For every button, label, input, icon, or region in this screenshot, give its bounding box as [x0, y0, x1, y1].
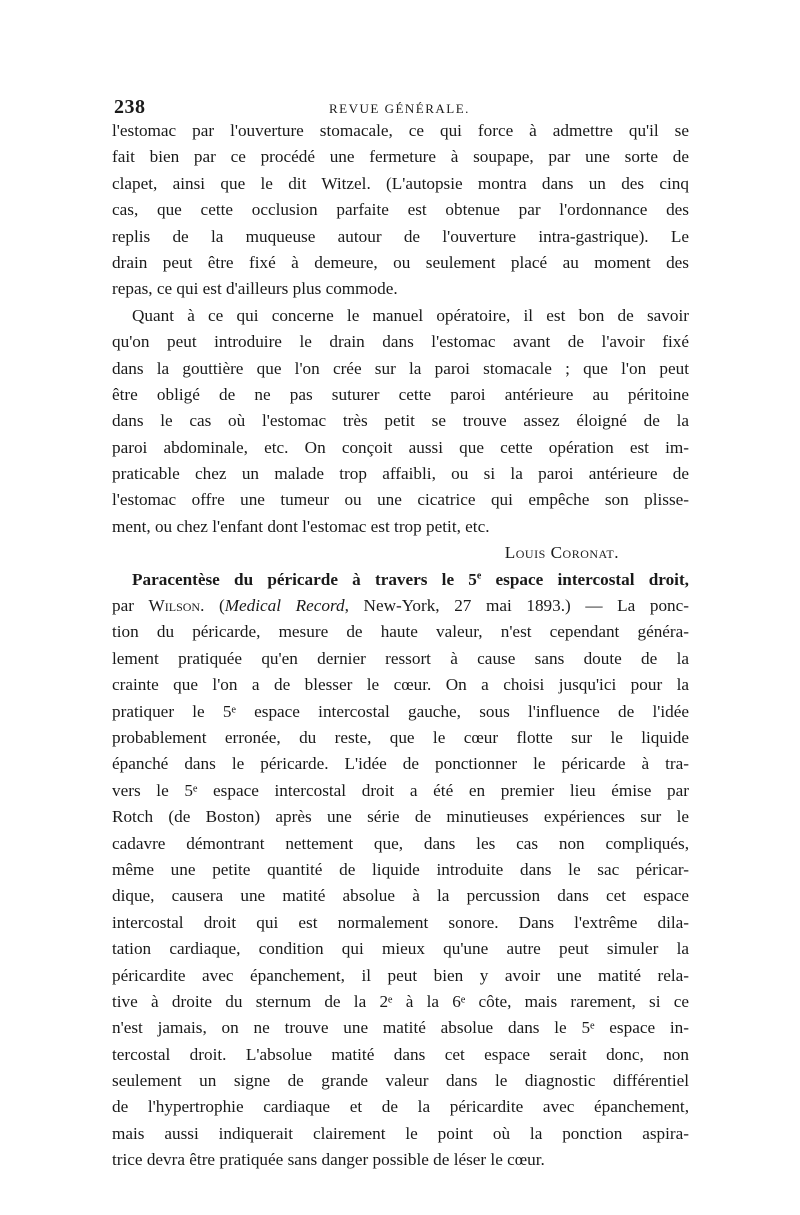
text-line: replis de la muqueuse autour de l'ouverture intra-gastrique). Le — [112, 226, 689, 246]
text-line: probablement erronée, du reste, que le cœur flotte sur le liquide — [112, 727, 689, 747]
text-line: seulement un signe de grande valeur dans le diagnostic différentiel — [112, 1071, 689, 1091]
text-line: dans la gouttière que l'on crée sur la paroi stomacale ; que l'on peut — [112, 358, 689, 378]
body-text — [112, 118, 689, 1174]
text-line: péricardite avec épanchement, il peut bien y avoir une matité rela- — [112, 965, 689, 985]
text-line: praticable chez un malade trop affaibli, ou si la paroi antérieure de — [112, 464, 689, 484]
text-line: cadavre démontrant nettement que, dans les cas non compliqués, — [112, 833, 689, 853]
text-line: fait bien par ce procédé une fermeture à soupape, par une sorte de — [112, 147, 689, 167]
text-line: dans le cas où l'estomac très petit se trouve assez éloigné de la — [112, 411, 689, 431]
text-line: paroi abdominale, etc. On conçoit aussi que cette opération est im- — [112, 437, 689, 457]
text-line: mais aussi indiquerait clairement le point où la ponction aspira- — [112, 1123, 689, 1143]
page-number: 238 — [114, 96, 146, 118]
paragraph-continued — [112, 118, 689, 303]
text-line: de l'hypertrophie cardiaque et de la péricardite avec épanchement, — [112, 1097, 689, 1117]
text-line: tion du péricarde, mesure de haute valeur, n'est cependant généra- — [112, 622, 689, 642]
article-paracentesis — [112, 567, 689, 1174]
text-line: trice devra être pratiquée sans danger possible de léser le cœur. — [112, 1150, 545, 1170]
text-line: drain peut être fixé à demeure, ou seulement placé au moment des — [112, 252, 689, 272]
article-title: Paracentèse du péricarde à travers le 5e espace intercostal droit, — [132, 569, 689, 589]
text-line: tation cardiaque, condition qui mieux qu'une autre peut simuler la — [112, 939, 689, 959]
text-line: l'estomac offre une tumeur ou une cicatrice qui empêche son plisse- — [112, 490, 689, 510]
text-line: Quant à ce qui concerne le manuel opératoire, il est bon de savoir — [132, 305, 689, 325]
text-line: épanché dans le péricarde. L'idée de ponctionner le péricarde à tra- — [112, 754, 689, 774]
text-line: Rotch (de Boston) après une série de minutieuses expériences sur le — [112, 807, 689, 827]
article-author: Wilson — [148, 596, 201, 616]
text-line: même une petite quantité de liquide introduite dans le sac péricar- — [112, 859, 689, 879]
text-line: tercostal droit. L'absolue matité dans cet espace serait donc, non — [112, 1044, 689, 1064]
text-line: tive à droite du sternum de la 2ᵉ à la 6ᵉ côte, mais rarement, si ce — [112, 991, 689, 1011]
text-line: dique, causera une matité absolue à la percussion dans cet espace — [112, 886, 689, 906]
text-line: ment, ou chez l'enfant dont l'estomac est trop petit, etc. — [112, 516, 490, 536]
text-line: qu'on peut introduire le drain dans l'estomac avant de l'avoir fixé — [112, 332, 689, 352]
text-line: être obligé de ne pas suturer cette paroi antérieure au péritoine — [112, 384, 689, 404]
text-line: pratiquer le 5ᵉ espace intercostal gauche, sous l'influence de l'idée — [112, 701, 689, 721]
article-reference-line: par Wilson. (Medical Record, New-York, 27 mai 1893.) — La ponc- — [112, 596, 689, 616]
paragraph-operative-technique — [112, 303, 689, 541]
text-line: l'estomac par l'ouverture stomacale, ce qui force à admettre qu'il se — [112, 121, 689, 140]
text-line: intercostal droit qui est normalement sonore. Dans l'extrême dila- — [112, 912, 689, 932]
running-title: REVUE GÉNÉRALE. — [329, 101, 470, 116]
author-signature: Louis Coronat. — [504, 543, 619, 563]
text-line: vers le 5ᵉ espace intercostal droit a été en premier lieu émise par — [112, 780, 689, 800]
text-line: clapet, ainsi que le dit Witzel. (L'autopsie montra dans un des cinq — [112, 173, 689, 193]
text-line: n'est jamais, on ne trouve une matité absolue dans le 5ᵉ espace in- — [112, 1018, 689, 1038]
journal-name: Medical Record — [224, 596, 345, 616]
text-line: lement pratiquée qu'en dernier ressort à cause sans doute de la — [112, 648, 689, 668]
article-title-line — [112, 567, 689, 593]
text-line: cas, que cette occlusion parfaite est obtenue par l'ordonnance des — [112, 200, 689, 220]
text-line: crainte que l'on a de blesser le cœur. On a choisi jusqu'ici pour la — [112, 675, 689, 695]
text-line: repas, ce qui est d'ailleurs plus commode. — [112, 279, 398, 299]
